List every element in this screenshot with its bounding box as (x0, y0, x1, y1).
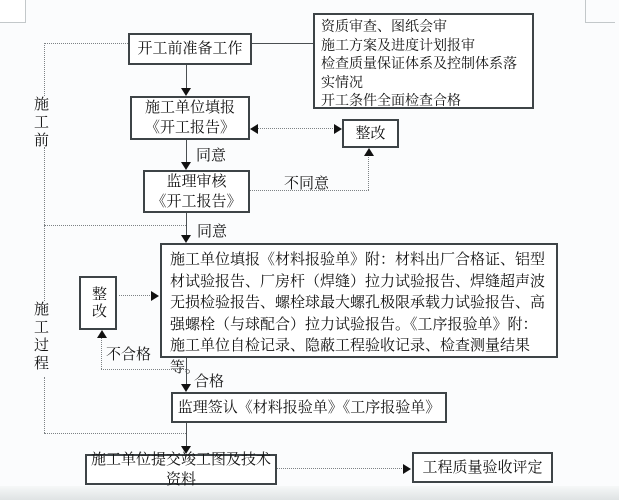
prep-detail-line-4: 实情况 (321, 73, 363, 90)
connector-sign-to-submit (186, 423, 187, 447)
box-supervisor-review-line2: 《开工报告》 (151, 192, 242, 210)
connector-disagree-vertical (368, 153, 369, 190)
box-fill-start-report (130, 96, 250, 140)
bracket-process-upper-line (44, 225, 45, 301)
connector-submit-to-evaluate (277, 468, 404, 469)
bracket-pre-upper-line (44, 43, 45, 96)
box-fill-start-report-line2: 《开工报告》 (144, 119, 235, 136)
edge-label-qualified: 合格 (194, 373, 225, 390)
page-corner-topleft (0, 0, 26, 23)
box-quality-evaluate (412, 452, 553, 483)
box-material-report-text: 施工单位填报《材料报验单》附：材料出厂合格证、铝型材试验报告、厂房杆（焊缝）拉力试验报告、焊缝超声波无损检验报告、螺栓球最大螺孔极限承载力试验报告、高强螺栓（与球配合）拉力试验报告。《工序报验单》附：施工单位自检记录、隐蔽工程验收记录、检查测量结果等。 (170, 251, 546, 376)
box-quality-evaluate-label: 工程质量验收评定 (422, 458, 543, 476)
box-rectify-left-label: 整改 (90, 286, 107, 320)
box-supervisor-sign (171, 392, 447, 423)
connector-unqualified-horizontal (101, 369, 186, 370)
connector-unqualified-vertical (101, 337, 102, 369)
prep-detail-line-5: 开工条件全面检查合格 (321, 92, 461, 108)
bracket-pre-bottom-line (44, 225, 186, 226)
stage-label-pre-construction: 施工前 (32, 96, 49, 150)
arrowhead-into-rectify-left-bottom (97, 330, 107, 338)
arrowhead-into-rectify-top-bottom (364, 148, 374, 156)
connector-fill-to-review (186, 140, 187, 163)
arrowhead-into-evaluate (403, 464, 411, 474)
bracket-pre-top-line (44, 43, 128, 44)
bracket-pre-lower-line (44, 147, 45, 225)
arrowhead-into-fill-report (181, 88, 191, 96)
box-fill-start-report-line1: 施工单位填报 (144, 99, 235, 116)
connector-prep-to-details (252, 43, 313, 44)
box-rectify-top-label: 整改 (355, 124, 386, 142)
edge-label-unqualified: 不合格 (106, 346, 152, 363)
page-corner-topright-vertical (585, 0, 586, 22)
box-prep-details (313, 13, 534, 109)
arrowhead-into-material-report (181, 235, 191, 243)
edge-label-agree-2: 同意 (197, 223, 228, 240)
stage-label-construction-process: 施工过程 (32, 301, 49, 373)
box-supervisor-review-line1: 监理审核 (166, 172, 227, 190)
box-rectify-top (342, 119, 399, 148)
box-supervisor-review (143, 170, 250, 213)
arrowhead-into-fill-report-right (250, 124, 258, 134)
box-submit-drawings-label: 施工单位提交竣工图及技术资料 (90, 450, 271, 488)
edge-label-agree-1: 同意 (196, 147, 227, 164)
page-corner-topright-horizontal (585, 22, 615, 23)
box-prep-work-label: 开工前准备工作 (137, 40, 243, 57)
arrowhead-into-review (181, 162, 191, 170)
box-rectify-left (79, 276, 117, 330)
prep-detail-line-1: 资质审查、图纸会审 (321, 18, 447, 34)
bracket-process-lower-line (44, 377, 45, 433)
connector-rectify-to-material (119, 295, 152, 296)
arrowhead-into-rectify-top (334, 124, 342, 134)
edge-label-disagree: 不同意 (284, 175, 330, 192)
box-submit-drawings (85, 450, 277, 488)
prep-detail-line-2: 施工方案及进度计划报审 (321, 36, 475, 53)
box-prep-work (128, 33, 252, 65)
bracket-process-bottom-line (44, 433, 186, 434)
connector-fill-rectify-double (257, 128, 335, 129)
connector-review-to-material (186, 213, 187, 235)
arrowhead-into-material-left (151, 291, 159, 301)
prep-detail-line-3: 检查质量保证体系及控制体系落 (321, 55, 517, 71)
box-material-report (160, 243, 558, 376)
box-supervisor-sign-label: 监理签认《材料报验单》《工序报验单》 (177, 398, 441, 416)
arrowhead-into-sign (181, 384, 191, 392)
connector-material-to-sign (186, 358, 187, 385)
